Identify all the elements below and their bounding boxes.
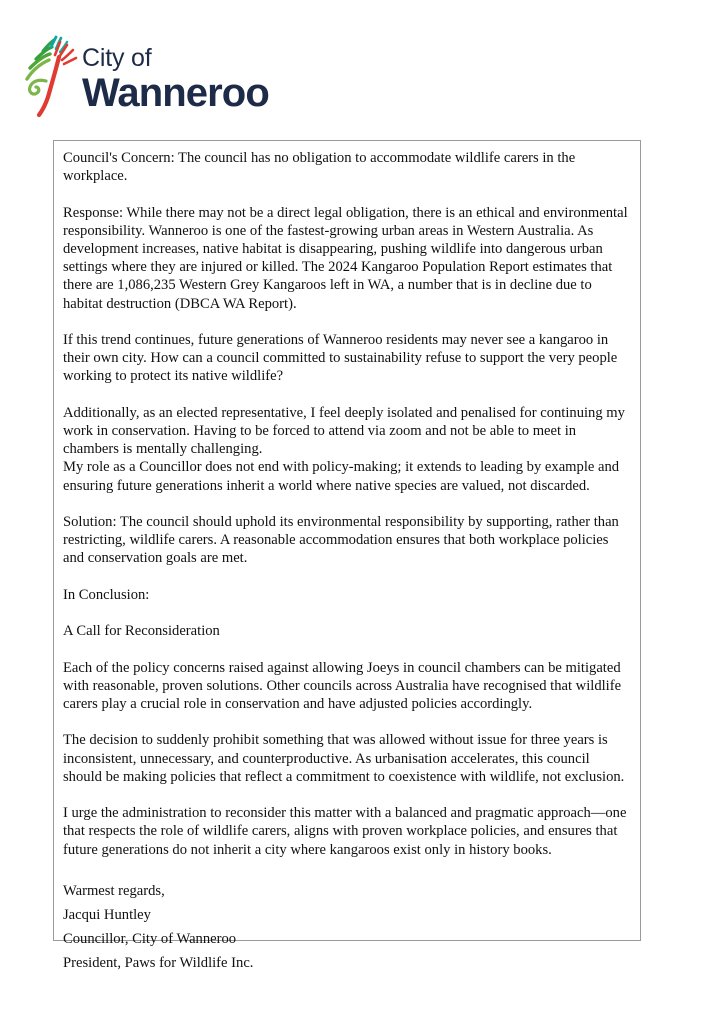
logo-wanneroo-text: Wanneroo bbox=[82, 71, 269, 115]
paragraph-spacer bbox=[63, 313, 631, 331]
paragraph-spacer bbox=[63, 713, 631, 731]
paragraph-solution: Solution: The council should uphold its environmental responsibility by supporting, rather than restricting, wildlife carers. A reasonable accommodation ensures that both workplace policies and conservation goals are met. bbox=[63, 514, 619, 567]
paragraph-decision: The decision to suddenly prohibit something that was allowed without issue for three years is inconsistent, unnecessary, and counterproductive. As urbanisation accelerates, this council should be making policies that reflect a commitment to coexistence with wildlife, not exclusion. bbox=[63, 732, 625, 785]
paragraph-spacer bbox=[63, 386, 631, 404]
paragraph-spacer bbox=[63, 568, 631, 586]
paragraph-trend: If this trend continues, future generations of Wanneroo residents may never see a kangaroo in their own city. How can a council committed to sustainability refuse to support the very people working to protect its native wildlife? bbox=[63, 332, 618, 385]
paragraph-spacer bbox=[63, 859, 631, 877]
paragraph-additionally: Additionally, as an elected representative, I feel deeply isolated and penalised for continuing my work in conservation. Having to be forced to attend via zoom and not be able to meet in chambers is mentally challenging. bbox=[63, 404, 625, 458]
paragraph-spacer bbox=[63, 640, 631, 658]
paragraph-policy-concerns: Each of the policy concerns raised against allowing Joeys in council chambers can be mitigated with reasonable, proven solutions. Other councils across Australia have recognised that wildlife carers play a crucial role in conservation and have adjusted policies accordingly. bbox=[63, 659, 622, 712]
paragraph-spacer bbox=[63, 495, 631, 513]
paragraph-spacer bbox=[63, 786, 631, 804]
paragraph-in-conclusion: In Conclusion: bbox=[63, 586, 150, 603]
paragraph-response: Response: While there may not be a direct legal obligation, there is an ethical and environmental responsibility. Wanneroo is one of the fastest-growing urban areas in Western Australia. As development increases, native habitat is disappearing, pushing wildlife into dangerous urban settings where they are injured or killed. The 2024 Kangaroo Population Report estimates that there are 1,086,235 Western Grey Kangaroos left in WA, a number that is in decline due to habitat destruction (DBCA WA Report). bbox=[63, 204, 628, 312]
letter-body bbox=[63, 149, 631, 975]
paragraph-spacer bbox=[63, 185, 631, 203]
logo-city-of-text: City of bbox=[82, 44, 152, 72]
signature-role-org: President, Paws for Wildlife Inc. bbox=[63, 954, 254, 971]
paragraph-my-role: My role as a Councillor does not end with policy-making; it extends to leading by example and ensuring future generations inherit a world where native species are valued, not discarded. bbox=[63, 459, 620, 494]
signature-closing: Warmest regards, bbox=[63, 882, 165, 899]
logo-wordmark bbox=[82, 33, 269, 113]
signature-block bbox=[63, 879, 631, 975]
signature-role-council: Councillor, City of Wanneroo bbox=[63, 930, 237, 947]
signature-name: Jacqui Huntley bbox=[63, 906, 151, 923]
paragraph-call-for-reconsideration: A Call for Reconsideration bbox=[63, 623, 220, 640]
letterhead bbox=[22, 33, 322, 123]
logo-lockup bbox=[22, 33, 322, 117]
paragraph-council-concern: Council's Concern: The council has no obligation to accommodate wildlife carers in the workplace. bbox=[63, 150, 576, 185]
paragraph-urge: I urge the administration to reconsider this matter with a balanced and pragmatic approach—one that respects the role of wildlife carers, aligns with proven workplace policies, and ensures that future generations do not inherit a city where kangaroos exist only in history books. bbox=[63, 805, 627, 858]
paragraph-spacer bbox=[63, 604, 631, 622]
letter-content-box bbox=[53, 140, 641, 971]
wanneroo-grasstree-logo-icon bbox=[22, 35, 80, 117]
